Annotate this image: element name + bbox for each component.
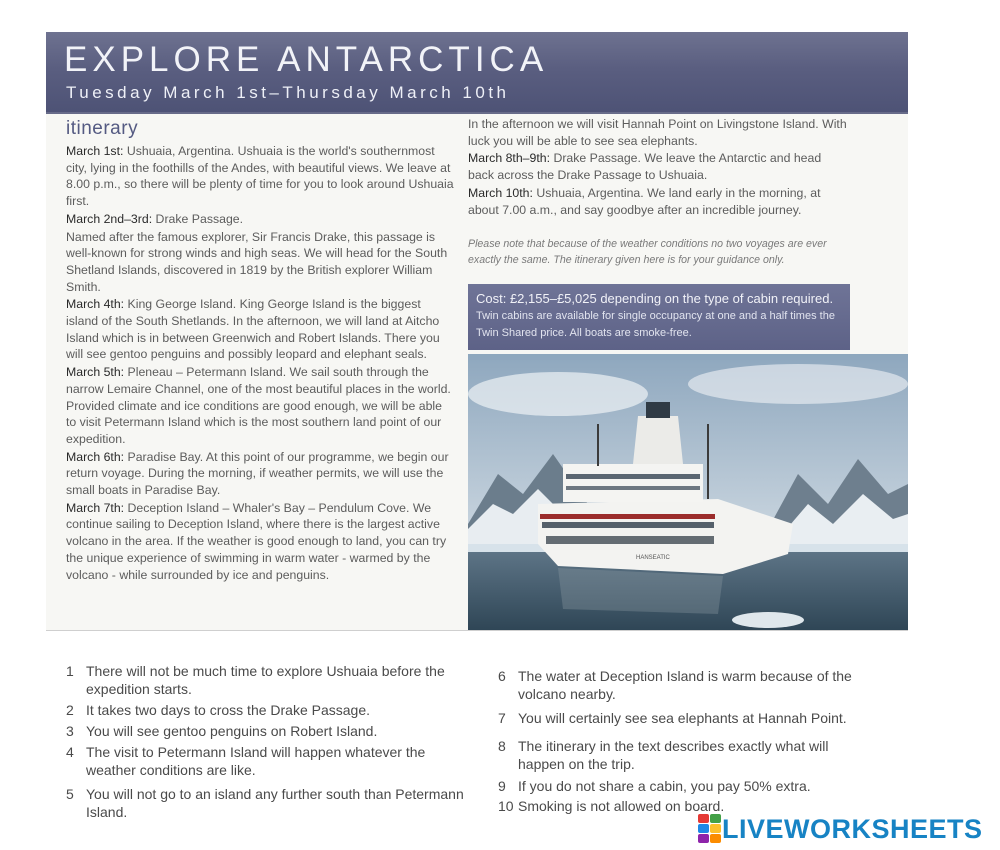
entry-date: March 10th:	[468, 185, 533, 200]
question-item	[498, 667, 878, 703]
itinerary-entry	[66, 364, 454, 448]
entry-text: Ushuaia, Argentina. We land early in the morning, at about 7.00 a.m., and say goodbye after an incredible journey.	[468, 185, 821, 217]
article-box	[46, 114, 908, 631]
entry-date: March 5th:	[66, 365, 125, 380]
question-text: If you do not share a cabin, you pay 50% extra.	[518, 778, 811, 794]
entry-text: Drake Passage.	[152, 211, 244, 226]
ship-windows	[542, 522, 714, 528]
cloud	[468, 372, 648, 416]
entry-text: In the afternoon we will visit Hannah Point on Livingstone Island. With luck you will be able to see sea elephants.	[468, 117, 847, 148]
question-number: 1	[66, 663, 74, 679]
entry-text: Paradise Bay. At this point of our programme, we begin our return voyage. During the morning, if weather permits, we will use the small boats in Paradise Bay.	[66, 449, 449, 498]
bridge-windows	[566, 474, 700, 479]
question-text: It takes two days to cross the Drake Passage.	[86, 702, 371, 718]
itinerary-entry	[66, 229, 454, 296]
itinerary-left-column	[66, 118, 454, 583]
cost-main-text: Cost: £2,155–£5,025 depending on the type of cabin required.	[476, 291, 834, 306]
ship-reflection	[558, 568, 723, 614]
question-number: 6	[498, 668, 506, 684]
trip-dates: Tuesday March 1st–Thursday March 10th	[66, 83, 510, 102]
itinerary-entry	[468, 150, 848, 183]
question-number: 5	[66, 786, 74, 802]
ship-name: HANSEATIC	[636, 555, 670, 561]
question-item	[498, 777, 878, 795]
entry-text: Ushuaia, Argentina. Ushuaia is the world's southernmost city, lying in the foothills of the Andes, with beautiful views. We leave at 8.00 p.m., so there will be plenty of time for you to look around Ushuaia first.	[66, 144, 454, 209]
ship-funnel	[633, 416, 683, 464]
entry-text: Drake Passage. We leave the Antarctic and head back across the Drake Passage to Ushuaia.	[468, 151, 822, 183]
funnel-top	[646, 402, 670, 418]
question-text: You will see gentoo penguins on Robert Island.	[86, 723, 378, 739]
ship-superstructure	[563, 464, 703, 502]
itinerary-entry	[468, 185, 848, 218]
itinerary-entry	[66, 500, 454, 584]
cruise-ship-photo	[468, 354, 908, 630]
question-item	[66, 701, 466, 719]
question-number: 2	[66, 702, 74, 718]
cloud	[688, 364, 908, 404]
itinerary-heading: itinerary	[66, 118, 139, 139]
ship-stripe	[540, 514, 715, 519]
entry-date: March 7th:	[66, 500, 125, 515]
question-text: The itinerary in the text describes exactly what will happen on the trip.	[518, 738, 829, 772]
question-item	[66, 722, 466, 740]
question-item	[66, 785, 466, 821]
entry-text: King George Island. King George Island is the biggest island of the South Shetlands. In the afternoon, we will land at Aitcho Island which is in between Greenwich and Robert Islands. There you will see gentoo penguins and possibly leopard and elephant seals.	[66, 297, 440, 362]
itinerary-entry	[66, 211, 454, 228]
logo-blocks-icon	[698, 814, 722, 844]
question-text: There will not be much time to explore Ushuaia before the expedition starts.	[86, 663, 445, 697]
cost-sub-text: Twin cabins are available for single occupancy at one and a half times the Twin Shared price. All boats are smoke-free.	[476, 310, 835, 339]
entry-date: March 2nd–3rd:	[66, 211, 153, 226]
cost-box	[468, 284, 850, 350]
header-banner	[46, 32, 908, 114]
liveworksheets-logo[interactable]	[698, 812, 983, 846]
page-title: EXPLORE ANTARCTICA	[64, 40, 549, 79]
question-text: Smoking is not allowed on board.	[518, 798, 725, 814]
question-number: 7	[498, 710, 506, 726]
itinerary-note: Please note that because of the weather conditions no two voyages are ever exactly the same. The itinerary given here is for your guidance only.	[468, 238, 827, 267]
entry-date: March 6th:	[66, 449, 125, 464]
entry-text: Pleneau – Petermann Island. We sail south through the narrow Lemaire Channel, one of the most beautiful places in the world. Provided climate and ice conditions are good enough, we will be able to visit Petermann Island which is the most southern land point of our expedition.	[66, 365, 451, 446]
itinerary-entry	[66, 143, 454, 210]
entry-text: Named after the famous explorer, Sir Francis Drake, this passage is well-known for strong winds and high seas. We will head for the South Shetland Islands, discovered in 1819 by the British explorer William Smith.	[66, 229, 448, 294]
itinerary-entry	[468, 116, 848, 149]
entry-date: March 4th:	[66, 297, 125, 312]
question-number: 3	[66, 723, 74, 739]
question-item	[498, 737, 878, 773]
question-number: 10	[498, 798, 514, 814]
questions-right	[498, 667, 878, 815]
entry-text: Deception Island – Whaler's Bay – Pendulum Cove. We continue sailing to Deception Island, where there is the largest active volcano in the area. If the weather is good enough to land, you can try the unique experience of swimming in warm water - warmed by the volcano - while surrounded by ice and penguins.	[66, 500, 447, 582]
itinerary-right-column	[468, 116, 848, 268]
ship-illustration	[468, 354, 908, 630]
entry-date: March 1st:	[66, 144, 124, 158]
question-item	[66, 662, 466, 698]
question-item	[66, 743, 466, 779]
ship-lower-windows	[546, 536, 714, 544]
logo-text: LIVEWORKSHEETS	[722, 813, 983, 844]
question-item	[498, 709, 878, 727]
question-text: The water at Deception Island is warm because of the volcano nearby.	[518, 668, 852, 702]
question-text: You will not go to an island any further south than Petermann Island.	[86, 786, 464, 820]
ice-floe	[732, 612, 804, 628]
question-number: 4	[66, 744, 74, 760]
entry-date: March 8th–9th:	[468, 151, 551, 166]
question-text: You will certainly see sea elephants at Hannah Point.	[518, 710, 847, 726]
itinerary-entry	[66, 449, 454, 499]
deck-windows	[566, 486, 700, 490]
itinerary-entry	[66, 296, 454, 363]
question-number: 8	[498, 738, 506, 754]
question-text: The visit to Petermann Island will happen whatever the weather conditions are like.	[86, 744, 426, 778]
questions-left	[66, 662, 466, 821]
question-number: 9	[498, 778, 506, 794]
